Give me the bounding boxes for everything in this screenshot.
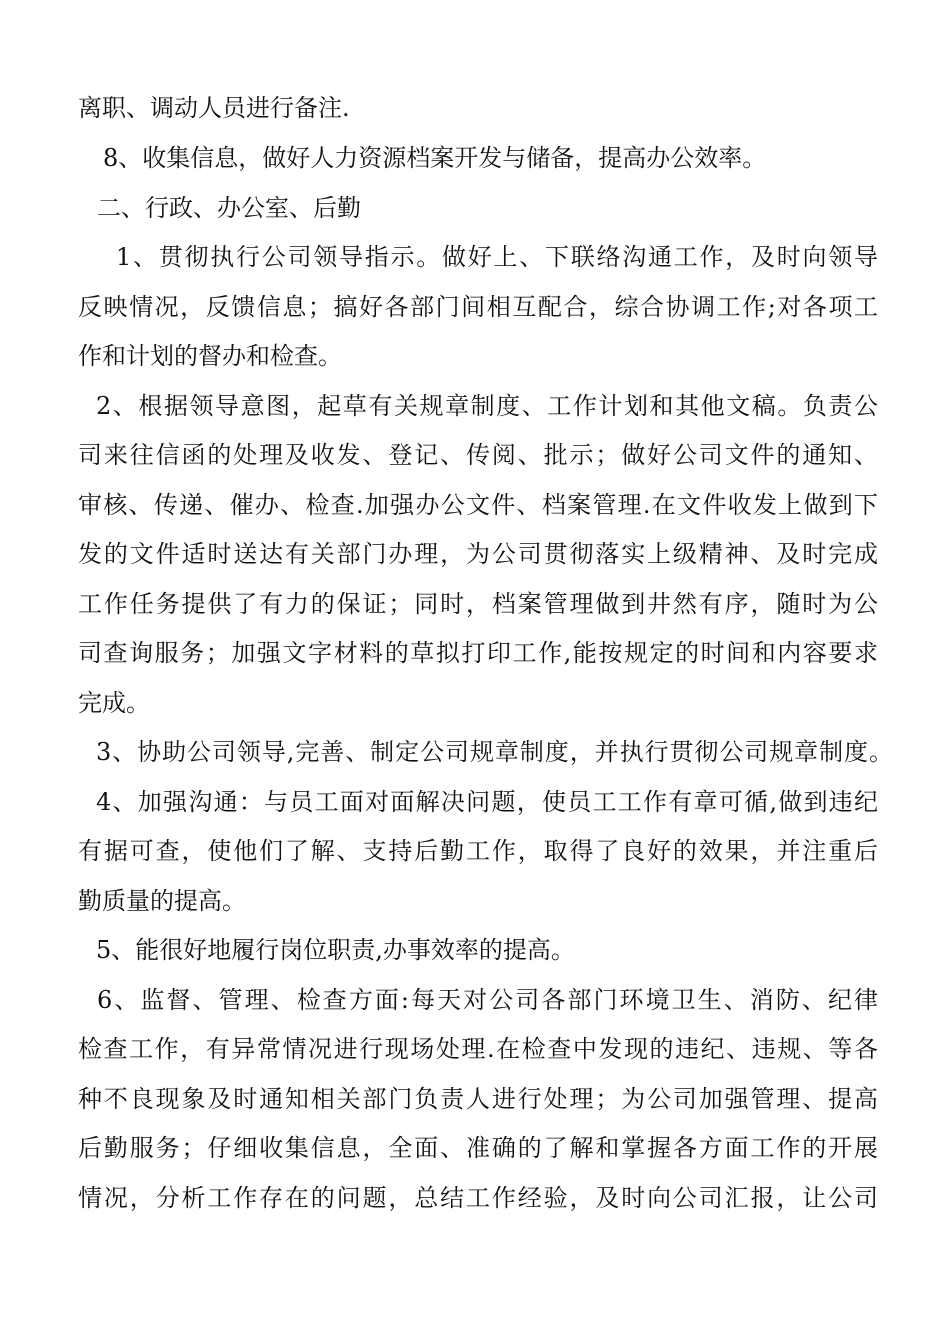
text-line-9: 审核、传递、催办、检查.加强办公文件、档案管理.在文件收发上做到下 [78,491,878,519]
text-line-1: 离职、调动人员进行备注. [78,94,350,122]
text-line-16: 有据可查，使他们了解、支持后勤工作，取得了良好的效果，并注重后 [78,837,878,865]
text-line-6: 作和计划的督办和检查。 [78,342,342,370]
text-line-17: 勤质量的提高。 [78,887,246,915]
text-line-7: 2、根据领导意图，起草有关规章制度、工作计划和其他文稿。负责公 [96,392,878,420]
text-line-19: 6、监督、管理、检查方面:每天对公司各部门环境卫生、消防、纪律 [97,986,878,1014]
text-line-20: 检查工作，有异常情况进行现场处理.在检查中发现的违纪、违规、等各 [78,1035,878,1063]
text-line-22: 后勤服务；仔细收集信息，全面、准确的了解和掌握各方面工作的开展 [78,1134,878,1162]
section-heading: 二、行政、办公室、后勤 [97,194,361,222]
text-line-10: 发的文件适时送达有关部门办理，为公司贯彻落实上级精神、及时完成 [78,540,878,568]
text-line-13: 完成。 [78,689,150,717]
text-line-23: 情况，分析工作存在的问题，总结工作经验，及时向公司汇报，让公司 [78,1184,878,1212]
text-line-11: 工作任务提供了有力的保证；同时，档案管理做到井然有序，随时为公 [78,590,878,618]
text-line-2: 8、收集信息，做好人力资源档案开发与储备，提高办公效率。 [103,144,767,172]
text-line-5: 反映情况，反馈信息；搞好各部门间相互配合，综合协调工作;对各项工 [78,293,878,321]
text-line-21: 种不良现象及时通知相关部门负责人进行处理；为公司加强管理、提高 [78,1085,878,1113]
text-line-12: 司查询服务；加强文字材料的草拟打印工作,能按规定的时间和内容要求 [78,639,878,667]
text-line-8: 司来往信函的处理及收发、登记、传阅、批示；做好公司文件的通知、 [78,441,878,469]
text-line-15: 4、加强沟通：与员工面对面解决问题，使员工工作有章可循,做到违纪 [96,788,878,816]
text-line-4: 1、贯彻执行公司领导指示。做好上、下联络沟通工作，及时向领导 [116,243,878,271]
text-line-14: 3、协助公司领导,完善、制定公司规章制度，并执行贯彻公司规章制度。 [96,738,893,766]
text-line-18: 5、能很好地履行岗位职责,办事效率的提高。 [96,936,575,964]
